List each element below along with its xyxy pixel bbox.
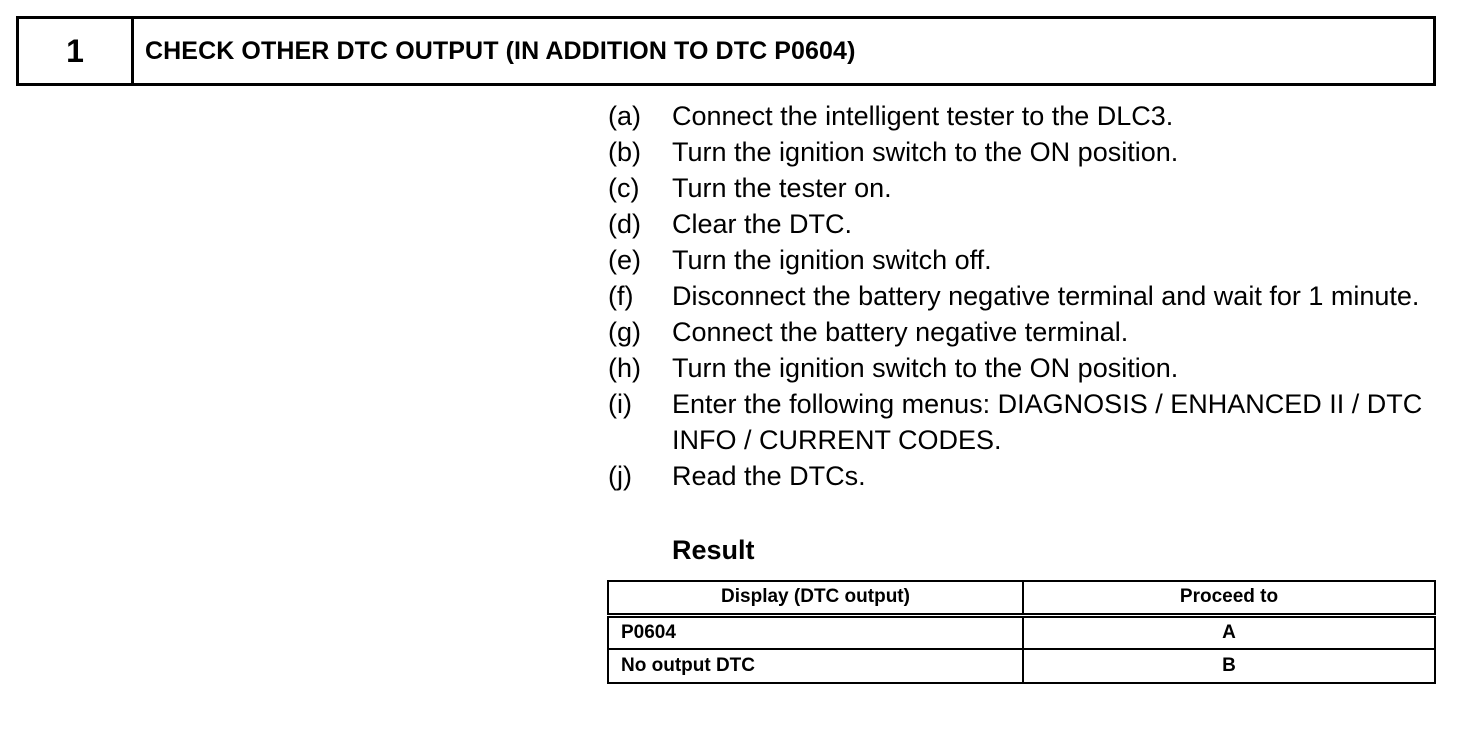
- proceed-cell: A: [1023, 615, 1435, 649]
- step-text: Clear the DTC.: [672, 209, 853, 239]
- procedure-step: [608, 206, 1438, 242]
- table-row: [608, 649, 1435, 683]
- table-header-row: [608, 581, 1435, 615]
- step-label: (b): [608, 137, 641, 167]
- step-label: (i): [608, 389, 632, 419]
- step-text: Enter the following menus: DIAGNOSIS / ENHANCED II / DTC INFO / CURRENT CODES.: [672, 389, 1423, 455]
- procedure-step: [608, 350, 1438, 386]
- procedure-step: [608, 134, 1438, 170]
- step-text: Disconnect the battery negative terminal and wait for 1 minute.: [672, 281, 1420, 311]
- step-label: (h): [608, 353, 641, 383]
- procedure-step: [608, 386, 1438, 458]
- display-cell: No output DTC: [608, 649, 1023, 683]
- step-title: CHECK OTHER DTC OUTPUT (IN ADDITION TO DTC P0604): [145, 36, 856, 65]
- step-text: Read the DTCs.: [672, 461, 866, 491]
- step-text: Connect the intelligent tester to the DLC3.: [672, 101, 1174, 131]
- step-number: 1: [19, 19, 134, 83]
- column-header-proceed: Proceed to: [1023, 581, 1435, 615]
- proceed-cell: B: [1023, 649, 1435, 683]
- step-label: (g): [608, 317, 641, 347]
- step-label: (d): [608, 209, 641, 239]
- result-heading: Result: [672, 535, 755, 565]
- procedure-list: [608, 98, 1438, 494]
- procedure-step: [608, 314, 1438, 350]
- procedure-step: [608, 98, 1438, 134]
- step-header: [16, 16, 1436, 86]
- step-text: Connect the battery negative terminal.: [672, 317, 1129, 347]
- procedure-step: [608, 278, 1438, 314]
- step-label: (j): [608, 461, 632, 491]
- result-table: [607, 580, 1436, 684]
- step-label: (c): [608, 173, 640, 203]
- table-row: [608, 615, 1435, 649]
- step-label: (e): [608, 245, 641, 275]
- column-header-display: Display (DTC output): [608, 581, 1023, 615]
- step-text: Turn the ignition switch off.: [672, 245, 992, 275]
- step-text: Turn the tester on.: [672, 173, 892, 203]
- display-cell: P0604: [608, 615, 1023, 649]
- step-label: (a): [608, 101, 641, 131]
- step-label: (f): [608, 281, 634, 311]
- step-text: Turn the ignition switch to the ON position.: [672, 353, 1179, 383]
- procedure-step: [608, 170, 1438, 206]
- procedure-step: [608, 458, 1438, 494]
- procedure-step: [608, 242, 1438, 278]
- step-text: Turn the ignition switch to the ON position.: [672, 137, 1179, 167]
